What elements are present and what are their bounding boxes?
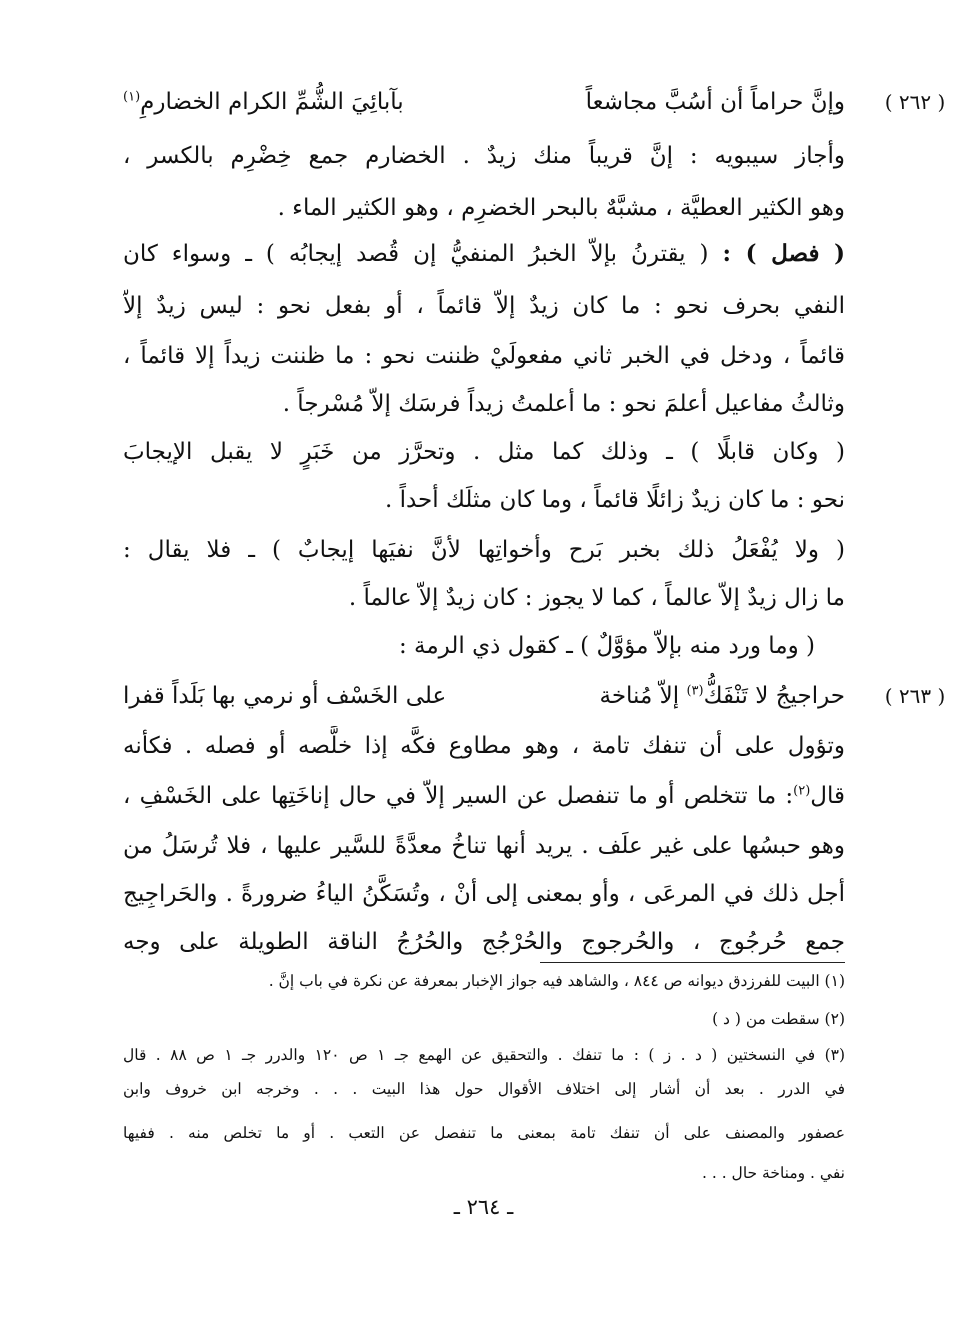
paragraph-line: وأجاز سيبويه : إنَّ قريباً منك زيدٌ . الخضارم جمع خِضْرِم بالكسر ، [123, 143, 845, 169]
verse-262-second-text: بآبائِيَ الشُّمِّ الكرام الخضارمِ [140, 89, 404, 115]
verse-262 [123, 82, 845, 122]
footnote-ref-3: (٣) [686, 683, 704, 699]
qala-word: قال [810, 783, 845, 809]
footnote-ref-1: (١) [123, 89, 141, 105]
fasl-text: ( يقترنُ بإلاّ الخبرُ المنفيُّ إن قُصد إيجابُه ) ـ وسواء كان [123, 241, 709, 267]
paragraph-line: نحو : ما كان زيدٌ زائلًا قائماً ، وما كان مثلَك أحداً . [384, 487, 845, 513]
footnote-3-line: نفي . ومناخة حال . . . [702, 1164, 845, 1182]
verse-263-first-b: إلاّ مُناخة [599, 683, 680, 709]
footnote-3-line: في الدرر . بعد أن أشار إلى اختلاف الأقوال حول هذا البيت . . . وخرجه ابن خروف وابن [123, 1080, 845, 1098]
paragraph-line: ( وما ورد منه بإلاّ مؤوَّلٌ ) ـ كقول ذي الرمة : [398, 633, 815, 659]
paragraph-line: ( وكان قابلًا ) ـ وذلك كما مثل . وتحرَّز من خَبَرٍ لا يقبل الإيجابَ [123, 439, 845, 465]
footnote-separator [540, 962, 845, 963]
paragraph-line: وتؤول على أن تنفك تامة ، وهو مطاوع فكَّه إذا خلَّصه أو فصله . فكأنه [123, 733, 845, 759]
verse-263 [123, 676, 845, 716]
footnote-2: (٢) سقطت من ( د ) [712, 1010, 845, 1028]
paragraph-line [123, 776, 845, 816]
verse-262-first-hemistich: وإنَّ حراماً أن أسُبَّ مجاشعاً [585, 89, 845, 115]
entry-number-262: ( ٢٦٢ ) [884, 90, 946, 114]
footnote-1: (١) البيت للفرزدق ديوانه ص ٨٤٤ ، والشاهد فيه جواز الإخبار بمعرفة عن نكرة في باب إنَّ . [268, 972, 845, 990]
entry-number-263: ( ٢٦٣ ) [884, 684, 946, 708]
page-number: ـ ٢٦٤ ـ [453, 1195, 514, 1219]
footnote-3-line: عصفور والمصنف على أن تنفك تامة بمعنى ما تنفصل عن التعب . أو ما تخلص منه . ففيها [123, 1124, 845, 1142]
verse-263-first-a: حراجيجُ لا تَنْفَكُّ [703, 683, 845, 709]
paragraph-line: وهو الكثير العطيَّة ، مشبَّهٌ بالبحر الخضرِم ، وهو الكثير الماء . [277, 195, 845, 221]
paragraph-line: النفي بحرف نحو : ما كان زيدٌ إلاّ قائماً ، أو بفعل نحو : ليس زيدٌ إلاّ [123, 293, 845, 319]
footnote-3-line: (٣) في النسختين ( د . ز ) : ما تنفك . والتحقيق عن الهمع جـ ١ ص ١٢٠ والدرر جـ ١ ص ٨٨ . قال [123, 1046, 845, 1064]
paragraph-line: أجل ذلك في المرعَى ، وأو بمعنى إلى أنْ ، وتُسَكَّنُ الياءُ ضرورةً . والحَراجِيج [123, 881, 845, 907]
paragraph-line: جمع حُرجُوج ، والحُرجوج والحُرْجُج والحُرُجُ الناقة الطويلة على وجه [123, 929, 845, 955]
fasl-label: ( فصل ) : [722, 240, 845, 267]
paragraph-line: وثالثُ مفاعيل أعلمَ نحو : ما أعلمتُ زيداً فرسَك إلاّ مُسْرجاً . [282, 391, 845, 417]
footnote-ref-2: (٢) [793, 783, 811, 799]
verse-262-second-hemistich [123, 82, 404, 122]
fasl-line [123, 234, 845, 274]
verse-263-second-hemistich: على الخَسْف أو نرمي بها بَلَداً قفرا [123, 683, 447, 709]
paragraph-line: ما زال زيدٌ إلاّ عالماً ، كما لا يجوز : كان زيدٌ إلاّ عالماً . [348, 585, 845, 611]
verse-263-first-hemistich [600, 676, 846, 716]
paragraph-line: وهو حبسُها على غير علَف . يريد أنها تناخُ معدَّةً للسَّير عليها ، فلا تُرسَلُ من [123, 833, 845, 859]
paragraph-text: : ما تتخلص أو ما تنفصل عن السير إلاّ في حال إناخَتِها على الخَسْفِ ، [123, 783, 794, 809]
paragraph-line: قائماً ، ودخل في الخبر ثاني مفعولَيْ ظننت نحو : ما ظننت زيداً إلا قائماً ، [123, 343, 845, 369]
paragraph-line: ( ولا يُفْعَلُ ذلك بخبر بَرح وأخواتِها لأنَّ نفيَها إيجابٌ ) ـ فلا يقال : [123, 537, 845, 563]
